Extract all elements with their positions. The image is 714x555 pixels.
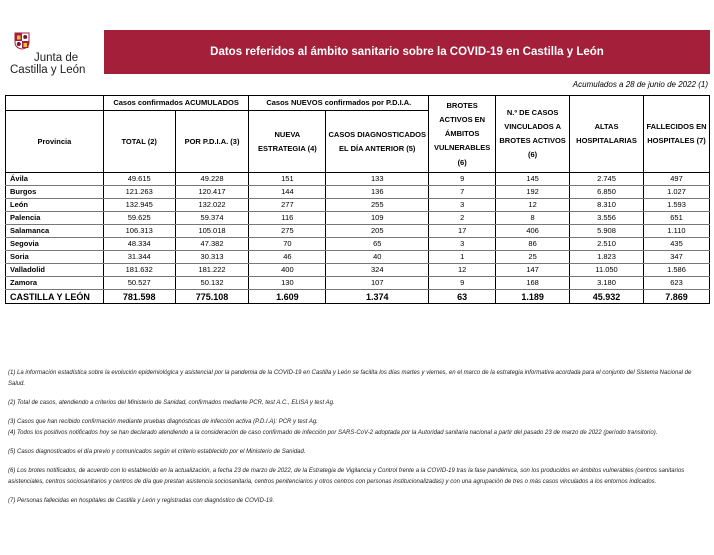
cell-fallecidos: 1.027	[644, 186, 710, 199]
cell-altas: 8.310	[570, 199, 644, 212]
cell-diag: 136	[326, 186, 429, 199]
cell-total: 121.263	[103, 186, 175, 199]
cell-diag: 40	[326, 251, 429, 264]
total-row	[6, 290, 710, 304]
cell-total: 50.527	[103, 277, 175, 290]
cell-brotes: 1	[429, 251, 496, 264]
total-pdia: 775.108	[175, 290, 249, 304]
cell-brotes: 2	[429, 212, 496, 225]
header-nuevos: Casos NUEVOS confirmados por P.D.I.A.	[249, 96, 429, 111]
cell-brotes: 9	[429, 173, 496, 186]
table-row	[6, 264, 710, 277]
footnotes	[8, 368, 706, 507]
page-title-banner	[104, 30, 710, 74]
cell-pdia: 120.417	[175, 186, 249, 199]
cell-pdia: 59.374	[175, 212, 249, 225]
cell-vinculados: 12	[496, 199, 570, 212]
footnote-6: (6) Los brotes notificados, de acuerdo con lo establecido en la actualización, a fecha 23 de marzo de 2022, de la Estrategia de Vigilancia y Control frente a la COVID-19 tras la fase pandémica, son los producidos en ámbitos vulnerables (centros sanitarios asistenciales, centros sociosanitarios y centros de día que prestan asistencia sociosanitaria, centros penitenciarios y otros centros con personas institucionalizadas) y con una agrupación de tres o más casos vinculados a los entornos indicados.	[8, 468, 685, 485]
header-vinculados: N.º DE CASOS VINCULADOS A BROTES ACTIVOS (6)	[496, 96, 570, 173]
cell-altas: 5.908	[570, 225, 644, 238]
cell-vinculados: 25	[496, 251, 570, 264]
cell-provincia: Salamanca	[6, 225, 104, 238]
cell-fallecidos: 1.593	[644, 199, 710, 212]
cell-fallecidos: 347	[644, 251, 710, 264]
header-acumulados: Casos confirmados ACUMULADOS	[103, 96, 249, 111]
table-row	[6, 277, 710, 290]
cell-brotes: 12	[429, 264, 496, 277]
total-brotes: 63	[429, 290, 496, 304]
header-provincia: Provincia	[6, 111, 104, 173]
total-total: 781.598	[103, 290, 175, 304]
total-fallecidos: 7.869	[644, 290, 710, 304]
cell-nueva: 277	[249, 199, 326, 212]
table-row	[6, 238, 710, 251]
cell-total: 181.632	[103, 264, 175, 277]
cell-diag: 205	[326, 225, 429, 238]
cell-altas: 3.180	[570, 277, 644, 290]
cell-total: 106.313	[103, 225, 175, 238]
cell-vinculados: 168	[496, 277, 570, 290]
cell-provincia: Burgos	[6, 186, 104, 199]
table-row	[6, 199, 710, 212]
cell-provincia: Soria	[6, 251, 104, 264]
coat-of-arms-icon	[14, 32, 30, 50]
cell-brotes: 3	[429, 199, 496, 212]
cell-diag: 133	[326, 173, 429, 186]
total-label: CASTILLA Y LEÓN	[6, 290, 104, 304]
cell-total: 132.945	[103, 199, 175, 212]
cell-provincia: Valladolid	[6, 264, 104, 277]
cell-pdia: 132.022	[175, 199, 249, 212]
cell-nueva: 151	[249, 173, 326, 186]
cell-diag: 255	[326, 199, 429, 212]
total-nueva: 1.609	[249, 290, 326, 304]
cell-nueva: 116	[249, 212, 326, 225]
table-row	[6, 251, 710, 264]
cell-vinculados: 147	[496, 264, 570, 277]
cell-brotes: 3	[429, 238, 496, 251]
cell-provincia: Palencia	[6, 212, 104, 225]
cell-diag: 109	[326, 212, 429, 225]
cell-nueva: 130	[249, 277, 326, 290]
cell-vinculados: 8	[496, 212, 570, 225]
cell-nueva: 400	[249, 264, 326, 277]
total-vinculados: 1.189	[496, 290, 570, 304]
cell-fallecidos: 435	[644, 238, 710, 251]
total-altas: 45.932	[570, 290, 644, 304]
cell-pdia: 50.132	[175, 277, 249, 290]
cell-total: 48.334	[103, 238, 175, 251]
cell-nueva: 144	[249, 186, 326, 199]
cell-diag: 65	[326, 238, 429, 251]
footnote-5: (5) Casos diagnosticados el día previo y comunicados según el criterio establecido por el Ministerio de Sanidad.	[8, 449, 306, 455]
logo-line-1: Junta de	[34, 52, 79, 64]
cell-provincia: León	[6, 199, 104, 212]
cell-brotes: 9	[429, 277, 496, 290]
cell-total: 59.625	[103, 212, 175, 225]
cell-brotes: 17	[429, 225, 496, 238]
header-fallecidos: FALLECIDOS EN HOSPITALES (7)	[644, 96, 710, 173]
cell-total: 31.344	[103, 251, 175, 264]
cell-vinculados: 145	[496, 173, 570, 186]
cell-fallecidos: 1.586	[644, 264, 710, 277]
header-pdia: POR P.D.I.A. (3)	[175, 111, 249, 173]
footnote-1: (1) La información estadística sobre la evolución epidemiológica y asistencial por la pandemia de la COVID-19 en Castilla y León se facilita los días martes y viernes, en el marco de la estrategia informativa acordada para el conjunto del Sistema Nacional de Salud.	[8, 370, 692, 387]
cell-fallecidos: 651	[644, 212, 710, 225]
header-total: TOTAL (2)	[103, 111, 175, 173]
cell-altas: 11.050	[570, 264, 644, 277]
cell-altas: 2.745	[570, 173, 644, 186]
cell-total: 49.615	[103, 173, 175, 186]
covid-data-table	[5, 95, 710, 304]
table-row	[6, 173, 710, 186]
cell-vinculados: 192	[496, 186, 570, 199]
cell-diag: 324	[326, 264, 429, 277]
footnote-4: (4) Todos los positivos notificados hoy se han declarado atendiendo a la consideración de caso confirmado de infección por SARS-CoV-2 adoptada por la Autoridad sanitaria nacional a partir del pasado 23 de marzo de 2022 (período transitorio).	[8, 430, 658, 436]
header-empty	[6, 96, 104, 111]
cell-brotes: 7	[429, 186, 496, 199]
junta-logo	[8, 32, 100, 76]
table-row	[6, 186, 710, 199]
cell-nueva: 46	[249, 251, 326, 264]
cell-altas: 3.556	[570, 212, 644, 225]
header-altas: ALTAS HOSPITALARIAS	[570, 96, 644, 173]
header-brotes: BROTES ACTIVOS EN ÁMBITOS VULNERABLES (6)	[429, 96, 496, 173]
cell-provincia: Ávila	[6, 173, 104, 186]
footnote-2: (2) Total de casos, atendiendo a criterios del Ministerio de Sanidad, confirmados mediante PCR, test A.C., ELISA y test Ag.	[8, 400, 335, 406]
logo-line-2: Castilla y León	[10, 64, 86, 76]
cell-altas: 2.510	[570, 238, 644, 251]
cell-nueva: 70	[249, 238, 326, 251]
cell-pdia: 47.382	[175, 238, 249, 251]
header-nueva-estrategia: NUEVA ESTRATEGIA (4)	[249, 111, 326, 173]
accumulated-date-label: Acumulados a 28 de junio de 2022 (1)	[572, 80, 708, 89]
footnote-7: (7) Personas fallecidas en hospitales de Castilla y León y registradas con diagnóstico de COVID-19.	[8, 498, 275, 504]
table-row	[6, 212, 710, 225]
cell-provincia: Segovia	[6, 238, 104, 251]
cell-altas: 1.823	[570, 251, 644, 264]
cell-vinculados: 86	[496, 238, 570, 251]
total-diag: 1.374	[326, 290, 429, 304]
cell-fallecidos: 497	[644, 173, 710, 186]
cell-provincia: Zamora	[6, 277, 104, 290]
cell-fallecidos: 1.110	[644, 225, 710, 238]
cell-pdia: 49.228	[175, 173, 249, 186]
cell-fallecidos: 623	[644, 277, 710, 290]
footnote-3: (3) Casos que han recibido confirmación mediante pruebas diagnósticas de infección activa (P.D.I.A): PCR y test Ag.	[8, 419, 318, 425]
cell-diag: 107	[326, 277, 429, 290]
cell-pdia: 30.313	[175, 251, 249, 264]
cell-altas: 6.850	[570, 186, 644, 199]
page-title: Datos referidos al ámbito sanitario sobre la COVID-19 en Castilla y León	[210, 46, 604, 58]
cell-nueva: 275	[249, 225, 326, 238]
cell-pdia: 105.018	[175, 225, 249, 238]
table-row	[6, 225, 710, 238]
header-diagnosticados: CASOS DIAGNOSTICADOS EL DÍA ANTERIOR (5)	[326, 111, 429, 173]
cell-pdia: 181.222	[175, 264, 249, 277]
cell-vinculados: 406	[496, 225, 570, 238]
